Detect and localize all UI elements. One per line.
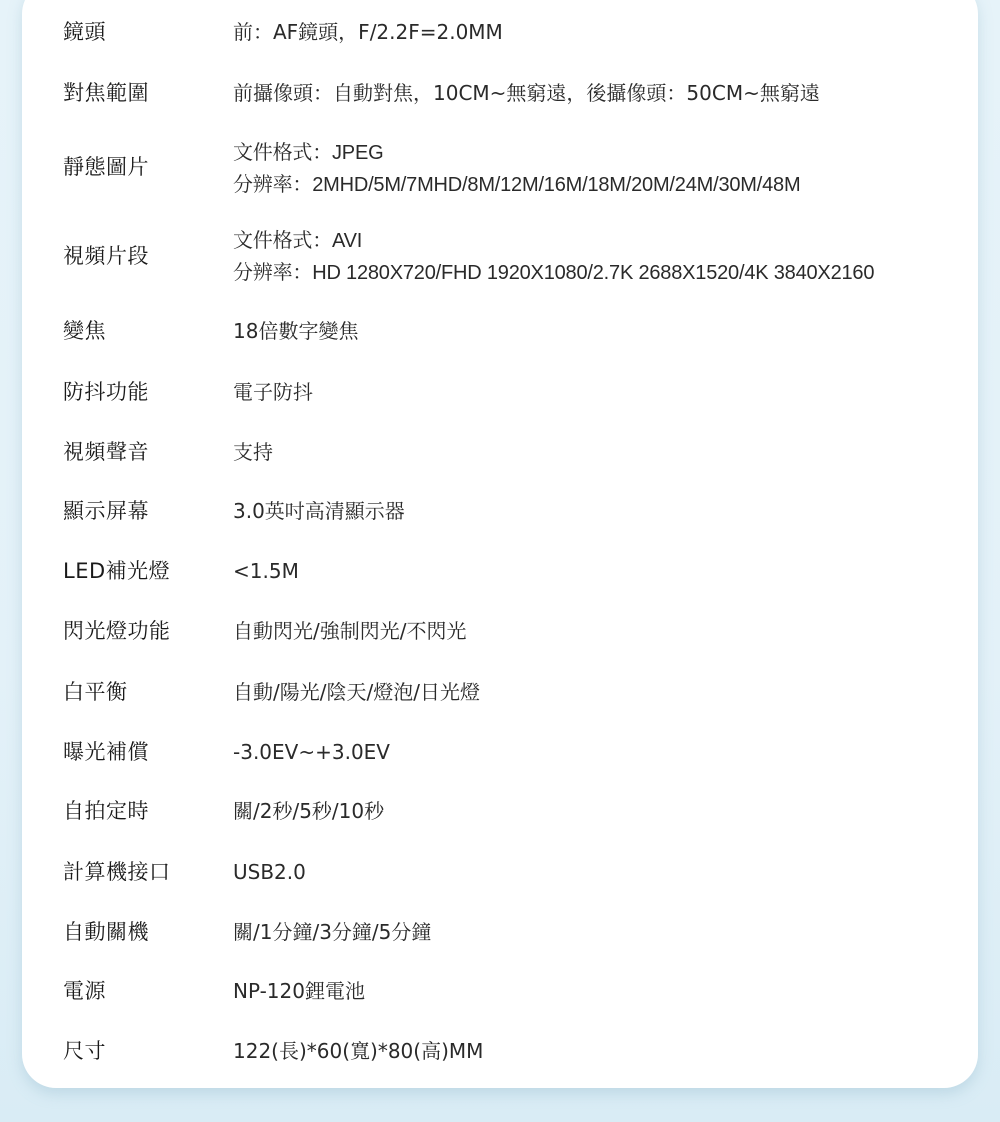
- spec-value: 18倍數字變焦: [233, 319, 359, 343]
- spec-value: 122(長)*60(寬)*80(高)MM: [233, 1039, 484, 1063]
- spec-label: 尺寸: [63, 1039, 106, 1063]
- spec-value: <1.5M: [233, 559, 299, 583]
- spec-value: USB2.0: [233, 860, 306, 884]
- spec-value: 前：AF鏡頭，F/2.2F=2.0MM: [233, 20, 503, 44]
- spec-value: -3.0EV~+3.0EV: [233, 740, 390, 764]
- spec-label: 靜態圖片: [63, 155, 149, 179]
- spec-value: NP-120鋰電池: [233, 979, 365, 1003]
- spec-value-line: 分辨率：2MHD/5M/7MHD/8M/12M/16M/18M/20M/24M/30M/48M: [233, 174, 801, 196]
- spec-label: 曝光補償: [63, 740, 149, 764]
- spec-label: 視頻聲音: [63, 440, 149, 464]
- spec-label: 鏡頭: [63, 20, 106, 44]
- spec-value: [233, 137, 800, 201]
- spec-label: 白平衡: [63, 680, 128, 704]
- spec-value-line: 文件格式：AVI: [233, 230, 363, 252]
- spec-label: 閃光燈功能: [63, 619, 171, 643]
- spec-label: 變焦: [63, 319, 106, 343]
- spec-label: 電源: [63, 979, 106, 1003]
- spec-value: 關/2秒/5秒/10秒: [233, 799, 385, 823]
- spec-value: 自動/陽光/陰天/燈泡/日光燈: [233, 680, 480, 704]
- spec-label: 防抖功能: [63, 380, 149, 404]
- spec-value: 3.0英吋高清顯示器: [233, 499, 405, 523]
- spec-label: 顯示屏幕: [63, 499, 149, 523]
- spec-label: 對焦範圍: [63, 81, 149, 105]
- spec-value: [233, 225, 874, 289]
- spec-label: LED補光燈: [63, 559, 171, 583]
- spec-label: 自動關機: [63, 920, 149, 944]
- spec-value-line: 分辨率：HD 1280X720/FHD 1920X1080/2.7K 2688X1520/4K 3840X2160: [233, 262, 875, 284]
- spec-value: 支持: [233, 440, 273, 464]
- spec-value-line: 文件格式：JPEG: [233, 142, 384, 164]
- spec-label: 自拍定時: [63, 799, 149, 823]
- spec-value: 前攝像頭：自動對焦，10CM~無窮遠，後攝像頭：50CM~無窮遠: [233, 81, 820, 105]
- spec-label: 視頻片段: [63, 244, 149, 268]
- spec-value: 關/1分鐘/3分鐘/5分鐘: [233, 920, 432, 944]
- spec-value: 自動閃光/強制閃光/不閃光: [233, 619, 467, 643]
- spec-label: 計算機接口: [63, 860, 171, 884]
- spec-value: 電子防抖: [233, 380, 313, 404]
